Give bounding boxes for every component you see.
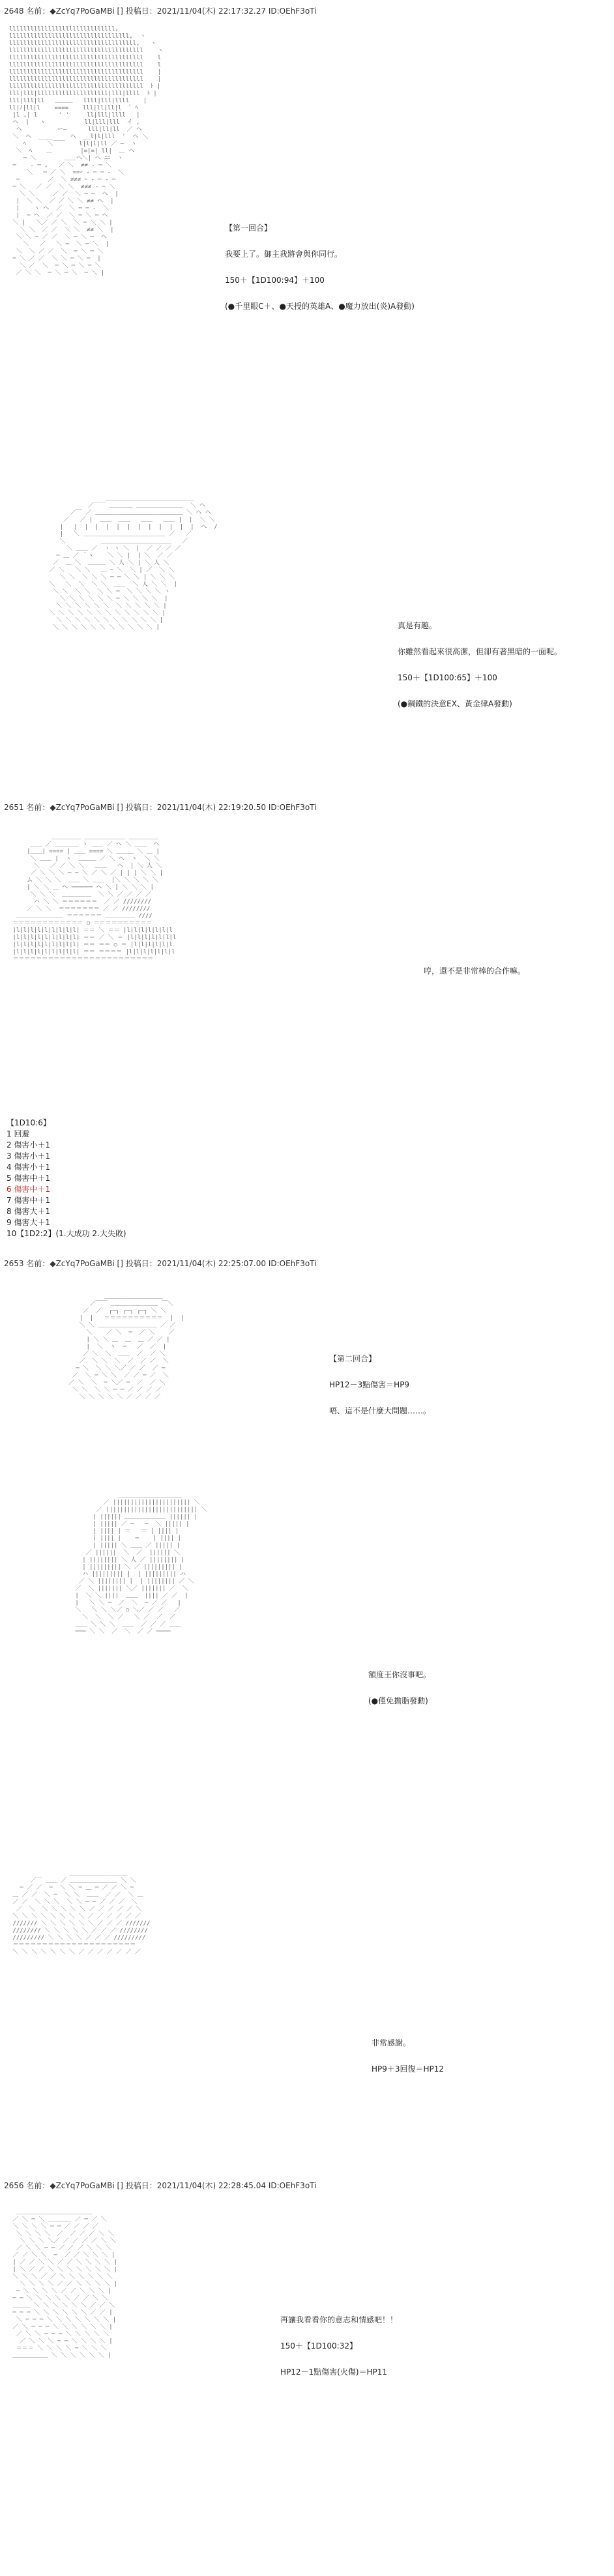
post-header: 2656 名前：◆ZcYq7PoGaMBi [] 投稿日：2021/11/04(木) 22:28:45.04 ID:OEhF3oTi [4,2181,317,2190]
narration-line [225,287,415,300]
dice-row-highlighted: 6 傷害中＋1 [7,1185,51,1194]
narration-line [398,658,562,671]
narration-line: HP12－3點傷害＝HP9 [329,1380,410,1389]
dice-row: 5 傷害中＋1 [7,1174,51,1183]
narration-box [368,1668,431,1707]
narration-box [329,1352,431,1417]
narration-box [225,222,415,313]
narration-line: HP12－1點傷害(火傷)＝HP11 [280,2367,388,2377]
narration-line [225,261,415,274]
narration-line [329,1365,431,1378]
dice-row: 9 傷害大＋1 [7,1218,51,1227]
narration-line [329,1391,431,1404]
narration-line [225,235,415,248]
dice-row: 4 傷害小＋1 [7,1163,51,1172]
narration-line: 【第二回合】 [329,1354,377,1363]
post-header: 2648 名前：◆ZcYq7PoGaMBi [] 投稿日：2021/11/04(木) 22:17:32.27 ID:OEhF3oTi [4,7,317,16]
ascii-art-gunner: ＿＿＿＿＿＿＿＿＿＿＿＿＿＿＿ ／￣￣ ＿＿＿＿ ＿＿＿＿＿＿＿＿ ＼ ヘ ／￣ ／ ＿＿＿＿＿＿＿＿＿＿＿＿＿＿＿ ＼ ヘ ヘ ／ ／ | ＿＿ ＿＿ ＿＿ ＿＿ | | ＼ ＼ | | | | | | | | | | | | | ヘ / | ＼ ＿＿＿＿＿＿＿＿＿＿＿＿＿＿ ／ ／ ＼ ＿＿＿＿＿＿＿＿＿＿＿＿ ／ ＼ ＿＿ ／ ヽ ヽ ＼ | ／ ／ ／ ／ ─ ＿ ／ ｀ヽ ＼ ＼ | | ＼ ／ ／ ／ ＿ ＼ ＿＿＿ ＼ 人 ＼ | ＼ 人 ＼ ／ ＼ ＼ ＼ ＿ ｰ ＼ ＼ | ／ ＼ ＼ ＼ ＼ ＼ ＼ ＼ ─ ─ ＼ ＼ | ＼ ＼ ＼ ＼ ＼ ＼ ＼ ＼ ＿＿ ＼ 人 ＼ ＼ | ＼ ＼ ＼ ＼ ＼ ＼ ─ ＼ ＼ ＼ ＼ ヽ ＼ ＼ ＼ ＼ ＼ ＼ ─ ＼ ＼ ＼ ＼ | ＼ ＼ ＼ ＼ ＼ ＼ ＼ ＼ ＼ ＼ ＼ | ＼ ＼ ＼ ＼ ＼ ＼ ＼ ＼ ＼ ＼ ＼ ＼ | ＼ ＼ ＼ ＼ ＼ ＼ ＼ ＼ ＼ ＼ ＼ | ＼ ＼ ＼ ＼ ＼ ＼ ＼ ＼ ＼ ＼ ＼ | [49,495,218,631]
narration-line: (●鋼鐵的決意EX、黃金律A發動) [398,699,512,708]
narration-box [398,619,562,710]
narration-line: 150＋【1D100:65】＋100 [398,673,497,682]
narration-line: 再讓我看看你的意志和情感吧！！ [280,2315,398,2324]
narration-line: 【第一回合】 [225,224,272,233]
narration-line: 你雖然看起來很高潔，但卻有著黑暗的一面呢。 [398,647,563,656]
dice-row: 3 傷害小＋1 [7,1151,51,1161]
dice-row: 8 傷害大＋1 [7,1207,51,1216]
narration-line: 唔、這不是什麼大問題……。 [329,1406,431,1415]
narration-line: 150＋【1D100:32】 [280,2341,357,2351]
narration-line [398,684,562,697]
dice-row: 7 傷害中＋1 [7,1196,51,1205]
narration-line: 非常感謝。 [372,2038,411,2048]
narration-line: (●千里眼C＋、●天授的英雄A、●魔力放出(炎)A發動) [225,302,415,311]
narration-line: 150＋【1D100:94】＋100 [225,276,325,285]
narration-line: HP9＋3回復＝HP12 [372,2064,445,2074]
dice-table [7,1118,126,1239]
dice-table-title: 【1D10:6】 [7,1118,51,1127]
ascii-art-hat-character: ＿＿＿＿＿＿＿＿＿＿ ／￣￣ ＿＿＿＿＿＿＿＿ ￣＼ ／ ／ ┌─┐ ┌─┐ ┌─┐ ＼ ＼ | | ＝＝＝＝＝＝＝＝＝＝ | | ＼ ＼ ＿＿＿＿＿＿＿＿＿＿ ／ ／ ＼ ／ ＼ ─ ／ ＼ ／ | ＼ ＼ ＿ ＿ ＿ ／ ／ | | ＼ ヽ ─ ／ ／ | ／ ＼ ＼ ＿＿ ／ ／ ＼ ／ ＼ ＼ ＼ ／ ／ ／ ＼ ─ ＼ ＼ ＼ ＼／ ／ ／ ／ ─ ／ ＼ ─ ＼ ＼ ／ ／ ─ ／ ＼ ／ ＼ ＼ ─ ＼／ ─ ／ ／ ＼ ＼ ＼ ＼ ＼ ─ ─ ／ ／ ／ ／ ＼ ＼ ＼ ＼ ＼ ／ ／ ／ ／ [68,1294,184,1400]
ascii-art-mage: llllllllllllllllllllllllllllll, llllllllllllllllllllllllllllllllll, ヽ llllllllllllllllllllllllllllllllllll, ヽ llllllllllllllllllllllllllllllllllllll ヽ llllllllllllllllllllllllllllllllllllll l llllllllllllllllllllllllllllllllllllll l llllllllllllllllllllllllllllllllllllll | llllllllllllllllllllllllllllllllllllll | llllllllllllllllllllllllllllllllllllll ﾄ | lll|lll|llllllllllllllllllll|lll|llll ﾄ | lll|lll|ll ＿＿＿ llll|lll|llll | ll|ﾉ|ll|l ==== lll|ll|ll|l ﾞ ﾍ |l ,| l ' ' ll|lll|llll | ヘ | ヽ ll|lll|lll イ , ヘ ー― lll|ll|ll ／ ヘ ＼ ヘ ____ ヘ __l|l|lll ' ヘ ＼ ﾍ ＼￣￣ l|l|l|ll ／ ― ヽ ＼ ﾍ ＿ |=|=| ll| ＿ ヘ ─ ＼ ＿＿ヘ＼| ヘ ﾆﾆ ヽ ─ ‐ ─ , ／ ＼ ≠≠ ‐ ─ ＼ ＼ ─ ／ ＼ ==ｰ ‐ ─ ─ ‐ ＼ ─ ／ ＼ ≠≠≠ ｰ ‐ ─ ‐ ─ ─ ＼ ／ ／ ＼ ＼ ≠≠≠ ‐ ─ ＼ ＼ ＼ ／ ／ ＼ ─ ─ ヘ | | ＼ ＼ ／ ／ ＼ ＼ ≠≠ ヘ | | ヽ ヘ ／ ＼ ─ ─ ‐ ＼ | ─ ヘ ／ ／ ＼ ─ ＼ ─ ヘ ＼ | ＼／ ／ ＼ ＼ ─ ＼ ＼ | ＼ ＼ ／ ／ ＼ ＼ ≠≠ ＼ | ＼ ＼ ─ ／ ／ ＼ ─ ＼ ─ ヘ ＼ ／ ＼ ─ ＼ ─ ＼ | ＼ ＼ ／ ／ ＼ ─ ＼ ─ ＼ ─ ＼ ／ ／ ＼ ＼ ─ ＼ ─ | ＼ ／ ＼ ─ ＼ ─ ＼ ─ ＼ ／ ＼ ＼ ─ ＼ ─ ＼ ─ ＼ | [9,26,164,276]
narration-line: 額度王你沒事吧。 [368,1670,431,1679]
narration-box [280,2313,398,2379]
narration-line: (●僅免擔脂發動) [368,1696,428,1705]
narration-line: 哼，還不是非常棒的合作嘛。 [424,966,526,976]
ascii-art-long-hair: ＿＿＿＿＿＿＿＿＿＿＿ ／ |||||||||||||||||||||| ＼ ／ |||||||||||||||||||||||||| ＼ | |||||| ＿＿＿＿＿＿＿ |||||| | | ||||| ／ ─ ─ ＼ ||||| | | |||| | ＝ ＝ | |||| | | |||| | ─ | |||| | | ||||| ＼ ＿＿ ／ ||||| | ／ |||||| ＼ ／ |||||| ＼ | |||||||| ＼ 人 ／ |||||||| | | ||||||||| ＼ ／ ||||||||| | ハ ||||||||| | | ||||||||| ハ ／ ＼ |||||||| | | |||||||| ／ ＼ ／ ＼ ||||||| ＼／ ||||||| ／ ＼ | ＼ ＼ |||| ＿＿ |||| ／ ／ | | ＼ ＼ ─ ／ ＼ ─ ／ ／ | ＼ ＼ ＼ ＼／ ○ ＼／ ／ ／ ／ ＼ ＼ ＼ ／ ＼ ／ ／ ／ ＿＿ ＼ ＼ ＼ ＿＿ ／ ／ ／ ＿＿ ─── ＼ ＼ ／ ＼ ／ ／ ──── [75,1492,207,1635]
narration-line [280,2352,398,2366]
narration-line [280,2326,398,2339]
narration-line [398,632,562,645]
narration-box [424,964,525,977]
ascii-art-bow: ＿＿＿＿＿＿＿＿＿＿ ／￣ ＿＿ ／ ＿＿＿＿＿＿＿＿ ＼ ＼ ─ ／ ／ ─ ＼ ＼ ─ ＿ ─ ／ ／ ＼ ─ ＿ ／ ／ ＼ ─ ＼ ＼ ＿＿ ／ ／ ＼ ＿ ／ ／ ＼ ＼ ＼ ＼ ＼ ─ ─ ／ ／ ／ ＼ ／ ＼ ＼ ＼ ＼ ＼ ＼ ／ ／ ／ ／ ／ ＼ ＼ ＼ ＼ ＼ ＼ ＼ ＼ ＼ ／ ／ ／ ／ ／ ／ /////// ＼ ＼ ＼ ＼ ＼ ＼ ／ ／ ／ /////// //////// ＼ ＼ ＼ ＼ ＼ ／ ／ ／ //////// ///////// ＼ ＼ ＼ ＼ ／ ／ ／ ///////// ＝＝＝＝＝＝＝＝＝＝＝＝＝＝＝＝＝＝＝＝＝ ＼ ＼ ＼ ＼ ＼ ＼ ＼ ／ ／ ／ ／ ／ ／ ／ [12,1870,151,1956]
narration-box [372,2036,444,2076]
post-header: 2653 名前：◆ZcYq7PoGaMBi [] 投稿日：2021/11/04(木) 22:25:07.00 ID:OEhF3oTi [4,1259,317,1268]
narration-line: 我要上了。御主我將會與你同行。 [225,250,343,259]
narration-line [368,1681,431,1694]
narration-line [372,2049,444,2062]
dice-row: 2 傷害小＋1 [7,1140,51,1150]
ascii-art-duo: ＿＿＿＿＿ ＿＿＿＿＿＿＿ ＿＿＿＿＿ ＿＿ ／ ＿＿＿＿ ヽ ＿＿ ／ ヘ ＼ ＿＿ ヘ |＿＿| ==== | ＿＿ ==== ＼ ＿＿＿ ＼ ＿ | ＼ ＿＿ | ヽ ＿＿＿ ／ ＼ ヘ ヽ ＼ ＼ ＼ ／ ／ ＼ ＼ ＿＿ ヘ | ＼ 人 ＼ ／ ＼ ＼ ＼ ─ ─ ＼ ／ ＼ ／ | | | ＼ ＼ | ム ＼ ＼ ＼ ＿＿ ＼ ＿＿ |＼ ＼ ＼ ＼ ＼ | ＼ ＼ ＿ ヘ ────── ヘ ＼ | ＼ ＼ ＼ | ＼ ＼ ＼ ＿＿＿＿＿ ＼ ＼ ／ ／ ／ ／ ハ ＼ ＼ ＝＝＝＝＝＝ ／ ／ //////// ／ ＼ ＼ ＝＝＝＝＝＝＝ ／ ／ //////// ＿＿＿＿＿＿＿＿ ＝＝＝＝＝＝ ＿＿＿＿＿ //// ＝＝＝＝＝＝＝＝＝＝＝＝ ○ ＝＝＝＝＝＝＝＝＝＝ |l|l|l|l|l|l|l|l|l| ＝＝ ＼ ＝＝ |l|l|l|l|l|l|l |l|l|l|l|l|l|l|l|l| ＝＝ ／ ＼ ＝ |l|l|l|l|l|l|l |l|l|l|l|l|l|l|l|l| ＝＝ ＝＝ ○ ＝ |l|l|l|l|l|l |l|l|l|l|l|l|l|l|l| ＝＝ ＝＝＝＝ |l|l|l|l|l|l|l ＝＝＝＝＝＝＝＝＝＝＝＝＝＝＝＝＝＝＝＝＝＝＝＝ [12,834,177,962]
dice-row: 1 回避 [7,1129,30,1138]
ascii-art-mage-2: ＿＿＿＿＿＿＿＿＿＿＿＿＿ ／ ＼ ─ ＼ ＿＿＿＿ ／ ─ ／ ＼ ＼ ＼ ＼ ＼ ─ ─ ／ ／ ／ ／ ＼ ＼ ＼ ＼ ／ ／ ／ ／ ＼ ＼ ＼ ＼ ＼ ＼／ ／ ／ ／ ／ ＼ ＼ ／ ＼ ＼ ─ ─ ／ ／ ／ ＼ ＼ ＼ ／ ／ ＼ ＼ ─ ／ ／ ＼ ＼ ＼ | | ／ ／ ＼ ＼ ／ ／ ＼ ＼ ＼ ＼ | | ＼ ／ ／ ＼ ＼ ＼ ＼ ＼ ＼ ＼ | ＼ ＼ ＼ ／ ／ ＼ ＼ ＼ ＼ ＼ ＼ ＼ ＼ ＼ ＼ ／ ／ ＼ ＼ ＼ ＼ | ─ ＼ ＼ ＼ ＼ ／ ／ ＼ ＼ ＼ | ─ ─ ＼ ＼ ＼ ＼ ＼ ／ ／ ＼ ＼ ＿＿＿ ＼ ＼ ＼ ＼ ＼ ＼ ／ ／ ＼ ─ ─ ─ ＼ ＼ ＼ ＼ ＼ ＼ ／ ／ | ＼ ─ ─ ─ ＼ ＼ ＼ ＼ ＼ ＼ ＼ | ／ ＼ ─ ─ ─ ＼ ＼ ＼ ＼ ＼ ＼ | ／ ＼ ＼ ─ ─ ─ ＼ ＼ ＼ ＼ ＼ ／ ＼ ＼ ＼ ─ ─ ＼ ＼ ＼ ＼ | ＝＝＝ ＼ ＼ ＼ ＼ ─ ＼ ＼ ＼ ＿＿＿＿＿＿ ＼ ＼ ＼ ＼ ＼ ＼ | [12,2209,117,2359]
narration-line: 真是有趣。 [398,621,437,630]
post-header: 2651 名前：◆ZcYq7PoGaMBi [] 投稿日：2021/11/04(木) 22:19:20.50 ID:OEhF3oTi [4,803,317,812]
dice-row: 10【1D2:2】(1.大成功 2.大失敗) [7,1229,126,1238]
